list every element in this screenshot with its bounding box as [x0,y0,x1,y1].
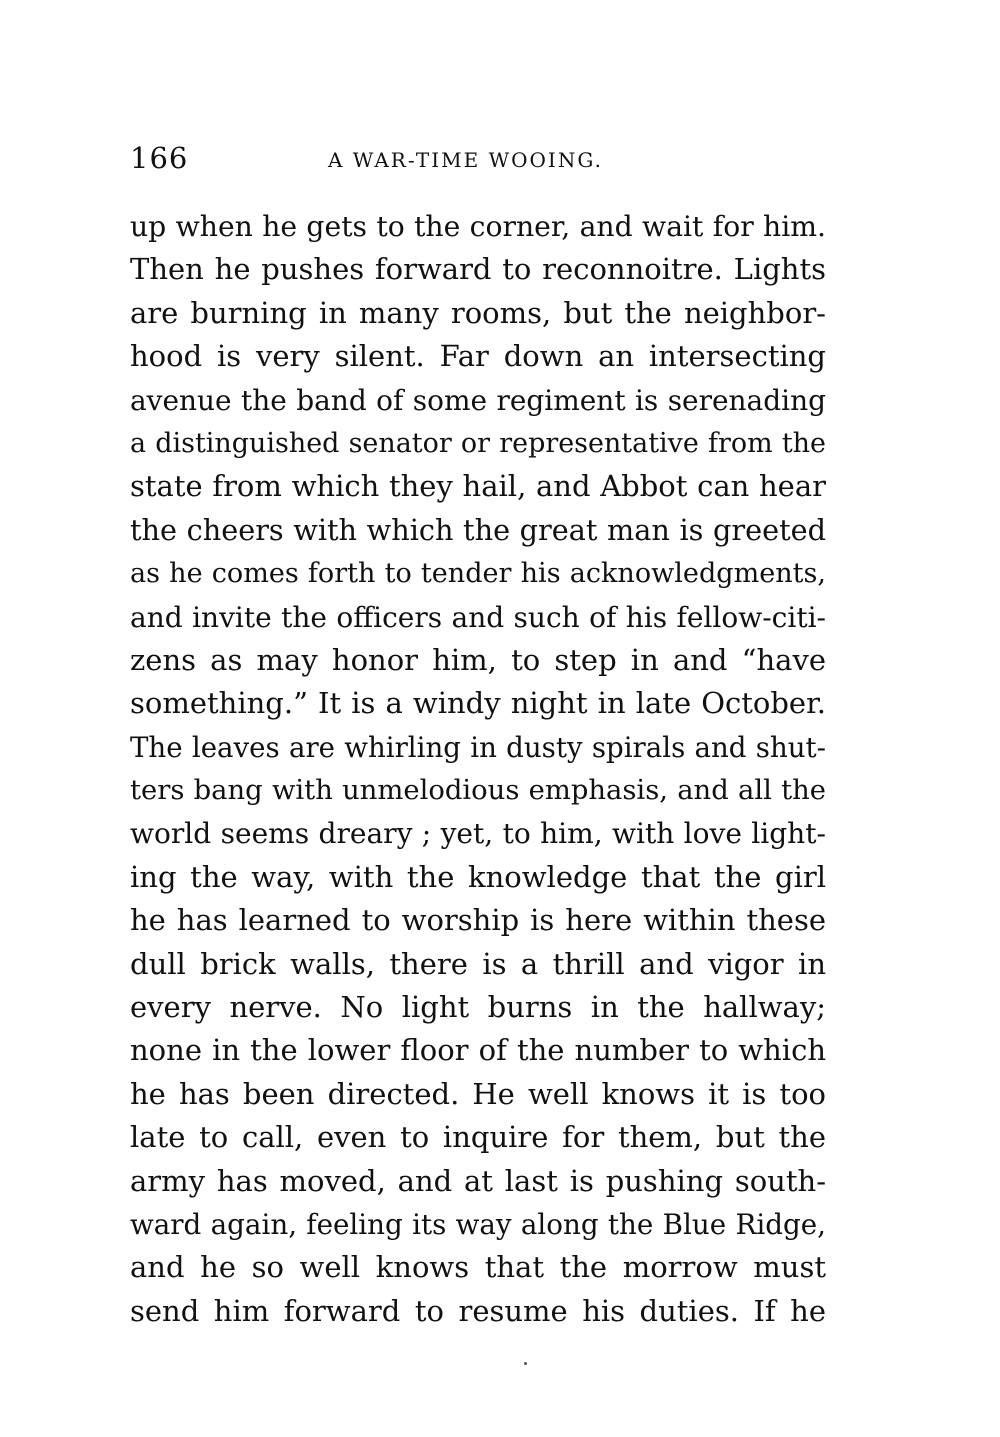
running-title: A WAR-TIME WOOING. [328,148,603,172]
running-head [130,138,830,178]
ink-speck [524,1362,527,1365]
text-line: army has moved, and at last is pushing south- [130,1163,826,1198]
text-line: a distinguished senator or representative from the [130,427,826,459]
text-line: ters bang with unmelodious emphasis, and all the [130,775,826,807]
text-line: late to call, even to inquire for them, but the [130,1120,826,1155]
text-line: as he comes forth to tender his acknowledgments, [130,558,826,590]
page-number: 166 [130,141,189,175]
text-line: ing the way, with the knowledge that the girl [130,859,826,894]
text-line: and invite the officers and such of his fellow-citi- [130,600,826,634]
text-line: dull brick walls, there is a thrill and vigor in [130,946,826,981]
text-line: none in the lower floor of the number to which [130,1033,826,1068]
text-line: up when he gets to the corner, and wait for him. [130,210,826,243]
text-line: state from which they hail, and Abbot can hear [130,469,826,504]
text-line: he has been directed. He well knows it is too [130,1076,826,1111]
text-line: every nerve. No light burns in the hallway; [130,990,826,1025]
text-line: and he so well knows that the morrow must [130,1250,826,1285]
text-line: The leaves are whirling in dusty spirals and shut- [130,730,826,764]
text-line: send him forward to resume his duties. If he [130,1293,826,1328]
text-line: Then he pushes forward to reconnoitre. Lights [130,252,826,287]
text-line: zens as may honor him, to step in and “have [130,642,826,677]
text-line: he has learned to worship is here within these [130,903,826,938]
text-line: world seems dreary ; yet, to him, with love light- [130,817,826,851]
text-line: hood is very silent. Far down an intersecting [130,339,826,374]
body-text [130,205,826,1333]
text-line: avenue the band of some regiment is serenading [130,383,826,417]
text-line: something.” It is a windy night in late October. [130,686,826,721]
text-line: ward again, feeling its way along the Blue Ridge, [130,1207,826,1241]
text-line: are burning in many rooms, but the neighbor- [130,295,826,330]
text-line: the cheers with which the great man is greeted [130,512,826,547]
